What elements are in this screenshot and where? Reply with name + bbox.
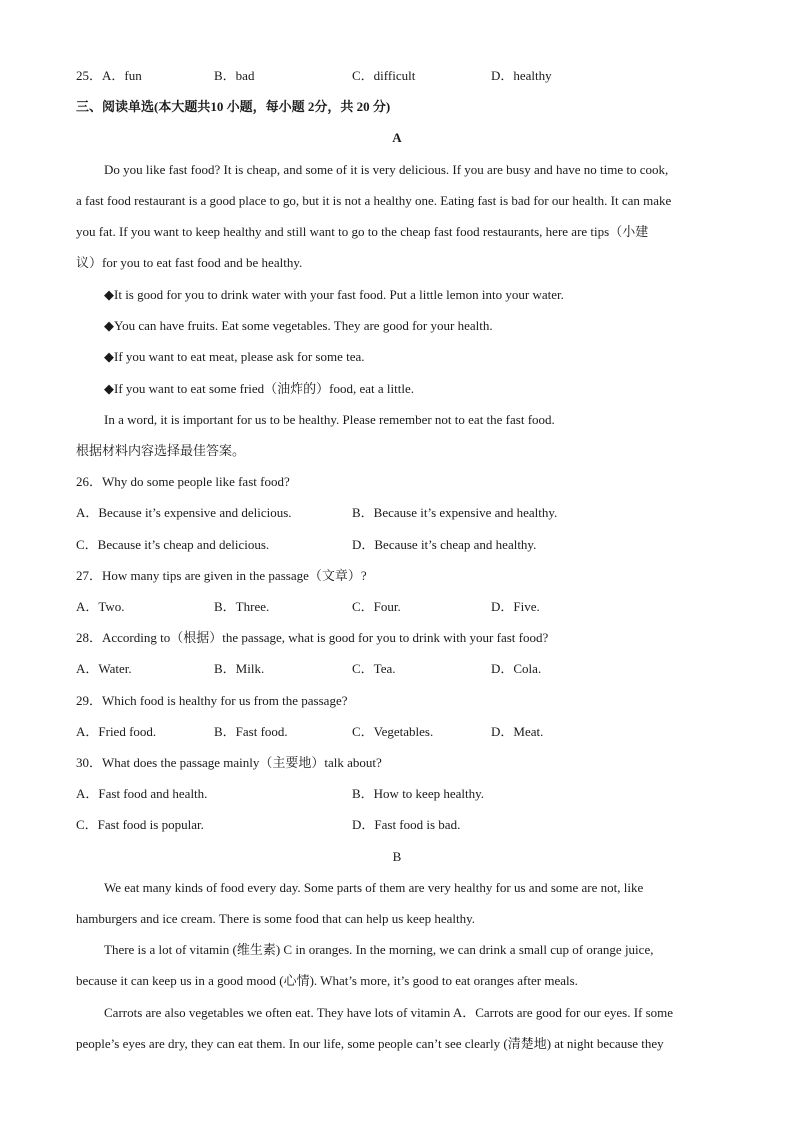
q26-option-a: A．Because it’s expensive and delicious. bbox=[76, 505, 292, 520]
q29-option-c: C．Vegetables. bbox=[352, 724, 434, 739]
passage-a-line-3: you fat. If you want to keep healthy and still want to go to the cheap fast food restaurants, here are tips（小建 bbox=[76, 224, 649, 239]
q27-option-b: B．Three. bbox=[214, 599, 270, 614]
q27-stem: 27．How many tips are given in the passage（文章）? bbox=[76, 568, 367, 583]
q26-option-c: C．Because it’s cheap and delicious. bbox=[76, 537, 270, 552]
passage-b-line-2: hamburgers and ice cream. There is some food that can help us keep healthy. bbox=[76, 911, 476, 926]
q25-option-c: C．difficult bbox=[352, 68, 416, 83]
q30-option-a: A．Fast food and health. bbox=[76, 786, 208, 801]
q25-option-d: D．healthy bbox=[491, 68, 552, 83]
q29-stem: 29．Which food is healthy for us from the passage? bbox=[76, 693, 348, 708]
q30-option-d: D．Fast food is bad. bbox=[352, 817, 461, 832]
q28-option-d: D．Cola. bbox=[491, 661, 542, 676]
passage-b-line-6: people’s eyes are dry, they can eat them. In our life, some people can’t see clearly (清楚地) at night because they bbox=[76, 1036, 664, 1051]
q26-option-d: D．Because it’s cheap and healthy. bbox=[352, 537, 537, 552]
tip-2: ◆You can have fruits. Eat some vegetables. They are good for your health. bbox=[104, 318, 493, 333]
q27-option-d: D．Five. bbox=[491, 599, 540, 614]
passage-a-line-2: a fast food restaurant is a good place to go, but it is not a healthy one. Eating fast is bad for our health. It can make bbox=[76, 193, 672, 208]
q28-stem: 28．According to（根据）the passage, what is good for you to drink with your fast food? bbox=[76, 630, 549, 645]
q29-option-d: D．Meat. bbox=[491, 724, 544, 739]
instruction: 根据材料内容选择最佳答案。 bbox=[76, 443, 246, 458]
passage-a-conclusion: In a word, it is important for us to be healthy. Please remember not to eat the fast food. bbox=[104, 412, 555, 427]
q25-option-a: A．fun bbox=[102, 68, 142, 83]
q27-option-a: A．Two. bbox=[76, 599, 125, 614]
passage-b-label: B bbox=[392, 849, 402, 864]
passage-a-line-1: Do you like fast food? It is cheap, and some of it is very delicious. If you are busy and have no time to cook, bbox=[104, 162, 669, 177]
section-title: 三、阅读单选(本大题共10 小题，每小题 2分，共 20 分) bbox=[76, 99, 391, 114]
q26-option-b: B．Because it’s expensive and healthy. bbox=[352, 505, 558, 520]
passage-a-line-4: 议）for you to eat fast food and be healthy. bbox=[76, 255, 303, 270]
q28-option-a: A．Water. bbox=[76, 661, 132, 676]
q25-row bbox=[76, 67, 142, 85]
q25-option-b: B．bad bbox=[214, 68, 255, 83]
passage-a-label: A bbox=[392, 130, 402, 145]
q28-option-c: C．Tea. bbox=[352, 661, 396, 676]
passage-b-line-5: Carrots are also vegetables we often eat. They have lots of vitamin A．Carrots are good for our eyes. If some bbox=[104, 1005, 674, 1020]
q27-option-c: C．Four. bbox=[352, 599, 401, 614]
q26-stem: 26．Why do some people like fast food? bbox=[76, 474, 290, 489]
passage-b-line-1: We eat many kinds of food every day. Some parts of them are very healthy for us and some are not, like bbox=[104, 880, 644, 895]
q28-option-b: B．Milk. bbox=[214, 661, 265, 676]
passage-b-line-4: because it can keep us in a good mood (心情). What’s more, it’s good to eat oranges after meals. bbox=[76, 973, 578, 988]
tip-1: ◆It is good for you to drink water with your fast food. Put a little lemon into your water. bbox=[104, 287, 564, 302]
tip-4: ◆If you want to eat some fried（油炸的）food, eat a little. bbox=[104, 381, 415, 396]
passage-b-line-3: There is a lot of vitamin (维生素) C in oranges. In the morning, we can drink a small cup of orange juice, bbox=[104, 942, 654, 957]
q29-option-b: B．Fast food. bbox=[214, 724, 288, 739]
q30-stem: 30．What does the passage mainly（主要地）talk about? bbox=[76, 755, 382, 770]
q30-option-b: B．How to keep healthy. bbox=[352, 786, 485, 801]
q25-number: 25． bbox=[76, 68, 103, 83]
tip-3: ◆If you want to eat meat, please ask for some tea. bbox=[104, 349, 365, 364]
q29-option-a: A．Fried food. bbox=[76, 724, 157, 739]
q30-option-c: C．Fast food is popular. bbox=[76, 817, 204, 832]
